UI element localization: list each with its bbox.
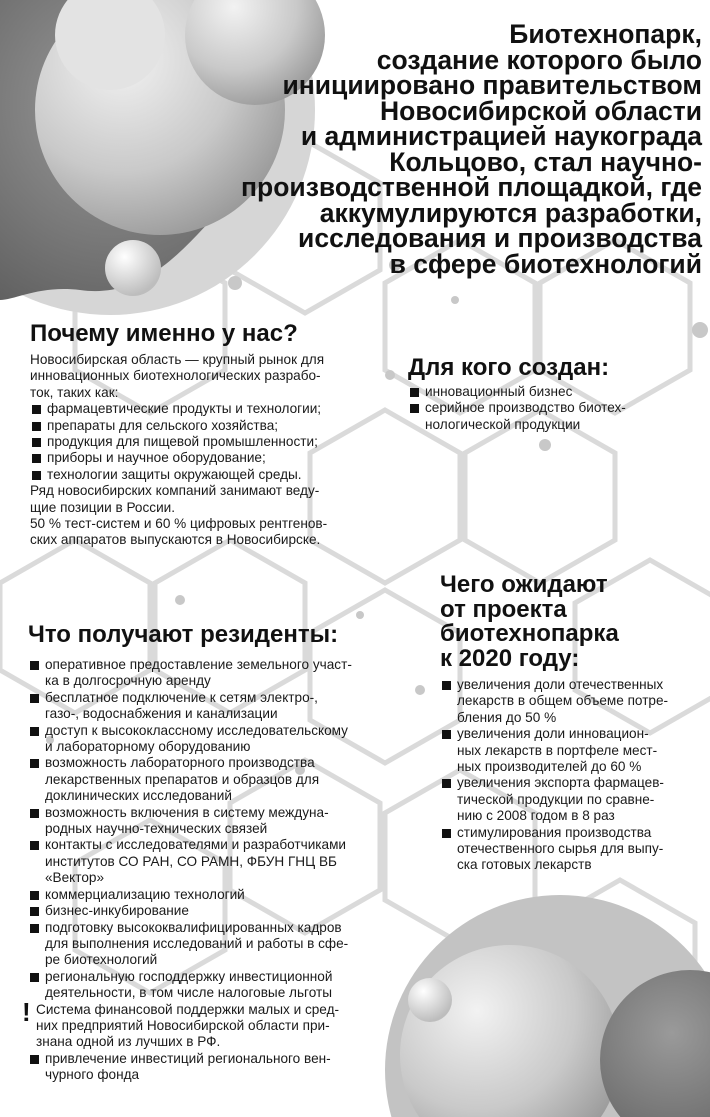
text-line: них предприятий Новосибирской области при- <box>36 1017 330 1033</box>
residents-list <box>28 657 358 1002</box>
list-item-line: доступ к высококлассному исследовательскому <box>45 722 348 738</box>
who-heading: Для кого создан: <box>408 354 610 381</box>
text-line: ток, таких как: <box>30 384 119 400</box>
list-item-line: газо-, водоснабжения и канализации <box>45 706 278 722</box>
expect-heading-line: Чего ожидают <box>440 571 608 598</box>
text-line: 50 % тест-систем и 60 % цифровых рентгенов- <box>30 516 328 532</box>
list-item-line: ных лекарств в портфеле мест- <box>457 742 658 758</box>
list-item-line: привлечение инвестиций регионального вен- <box>45 1050 331 1066</box>
list-item-line: продукция для пищевой промышленности; <box>47 434 318 450</box>
list-item-line: технологии защиты окружающей среды. <box>47 466 302 482</box>
list-item-line: родных научно-технических связей <box>45 821 268 837</box>
list-item-line: институтов СО РАН, СО РАМН, ФБУН ГНЦ ВБ <box>45 853 337 869</box>
list-item-line: для выполнения исследований и работы в сфе- <box>45 935 349 951</box>
why-after-text <box>30 483 350 549</box>
list-item-line: контакты с исследователями и разработчиками <box>45 837 347 853</box>
text-line: щие позиции в России. <box>30 499 176 515</box>
list-item <box>408 400 626 433</box>
list-item <box>28 920 358 969</box>
residents-heading: Что получают резиденты: <box>28 621 339 648</box>
section-target-audience <box>408 356 626 433</box>
text-line: Ряд новосибирских компаний занимают веду- <box>30 483 320 499</box>
list-item-line: доклинических исследований <box>45 788 232 804</box>
title-line: и администрацией наукограда <box>300 121 702 151</box>
text-line: ских аппаратов выпускаются в Новосибирске. <box>30 532 321 548</box>
list-item-line: тической продукции по сравне- <box>457 791 655 807</box>
list-item-line: подготовку высококвалифицированных кадров <box>45 919 342 935</box>
title-line: исследования и производства <box>298 223 702 253</box>
list-item-line: лекарств в общем объеме потре- <box>457 693 669 709</box>
list-item-line: бесплатное подключение к сетям электро-, <box>45 689 318 705</box>
list-item-line: коммерциализацию технологий <box>45 886 245 902</box>
list-item-line: нологической продукции <box>425 416 581 432</box>
list-item <box>440 825 668 874</box>
why-heading: Почему именно у нас? <box>30 320 298 347</box>
list-item <box>28 723 358 756</box>
who-list <box>408 384 626 433</box>
list-item <box>440 677 668 726</box>
expect-list <box>440 677 668 874</box>
title-line: инициировано правительством <box>282 70 702 100</box>
list-item-line: фармацевтические продукты и технологии; <box>47 401 322 417</box>
title-line: Кольцово, стал научно- <box>389 146 702 177</box>
list-item <box>28 755 358 804</box>
list-item-line: чурного фонда <box>45 1067 140 1083</box>
list-item-line: серийное производство биотех- <box>425 400 626 416</box>
expect-heading <box>440 573 668 671</box>
residents-list-extra <box>28 1051 358 1084</box>
list-item <box>28 969 358 1002</box>
title-line: Биотехнопарк, <box>509 19 702 49</box>
list-item <box>30 450 350 466</box>
expect-heading-line: биотехнопарка <box>440 620 619 647</box>
list-item-line: инновационный бизнес <box>425 384 573 399</box>
list-item <box>440 775 668 824</box>
list-item <box>30 418 350 434</box>
list-item-line: деятельности, в том числе налоговые льготы <box>45 985 332 1001</box>
list-item-line: возможность лабораторного производства <box>45 755 315 771</box>
residents-note <box>22 996 358 1051</box>
section-expectations-2020 <box>440 573 668 874</box>
exclamation-icon: ! <box>22 996 31 1027</box>
text-line: Система финансовой поддержки малых и сред- <box>36 1001 340 1017</box>
list-item-line: препараты для сельского хозяйства; <box>47 417 279 433</box>
list-item-line: ре биотехнологий <box>45 952 158 968</box>
list-item-line: стимулирования производства <box>457 824 652 840</box>
list-item <box>28 837 358 886</box>
expect-heading-line: к 2020 году: <box>440 644 580 672</box>
list-item-line: возможность включения в систему междуна- <box>45 804 329 820</box>
list-item-line: и лабораторному оборудованию <box>45 739 251 755</box>
section-why-us <box>30 322 350 549</box>
list-item-line: оперативное предоставление земельного участ- <box>45 657 352 672</box>
expect-heading-line: от проекта <box>440 595 567 623</box>
list-item <box>28 690 358 723</box>
list-item-line: увеличения доли отечественных <box>457 677 664 692</box>
list-item-line: бления до 50 % <box>457 709 557 725</box>
title-line: создание которого было <box>376 44 702 75</box>
title-line: производственной площадкой, где <box>241 172 702 202</box>
list-item <box>30 401 350 417</box>
list-item-line: приборы и научное оборудование; <box>47 450 266 466</box>
list-item <box>440 726 668 775</box>
list-item-line: ска готовых лекарств <box>457 857 592 873</box>
section-resident-benefits <box>22 621 358 1084</box>
list-item-line: нию с 2008 годом в 8 раз <box>457 808 615 824</box>
list-item <box>28 887 358 903</box>
list-item-line: увеличения экспорта фармацев- <box>457 775 664 791</box>
why-list <box>30 401 350 483</box>
list-item <box>28 805 358 838</box>
list-item <box>408 384 626 400</box>
text-line: знана одной из лучших в РФ. <box>36 1034 221 1050</box>
list-item <box>30 434 350 450</box>
text-line: Новосибирская область — крупный рынок для <box>30 352 325 367</box>
list-item-line: региональную господдержку инвестиционной <box>45 968 333 984</box>
list-item-line: увеличения доли инновацион- <box>457 726 649 742</box>
list-item <box>28 903 358 919</box>
page-title <box>232 19 702 279</box>
title-line: Новосибирской области <box>380 95 702 126</box>
list-item-line: бизнес-инкубирование <box>45 903 189 919</box>
title-line: аккумулируются разработки, <box>319 197 702 228</box>
why-intro <box>30 352 350 401</box>
list-item <box>28 1051 358 1084</box>
list-item <box>30 467 350 483</box>
list-item-line: ных производителей до 60 % <box>457 759 642 775</box>
list-item <box>28 657 358 690</box>
title-line: в сфере биотехнологий <box>389 248 702 279</box>
list-item-line: отечественного сырья для выпу- <box>457 841 664 857</box>
list-item-line: ка в долгосрочную аренду <box>45 673 211 689</box>
text-line: инновационных биотехнологических разрабо- <box>30 368 321 384</box>
list-item-line: «Вектор» <box>45 870 105 886</box>
list-item-line: лекарственных препаратов и образцов для <box>45 771 320 787</box>
